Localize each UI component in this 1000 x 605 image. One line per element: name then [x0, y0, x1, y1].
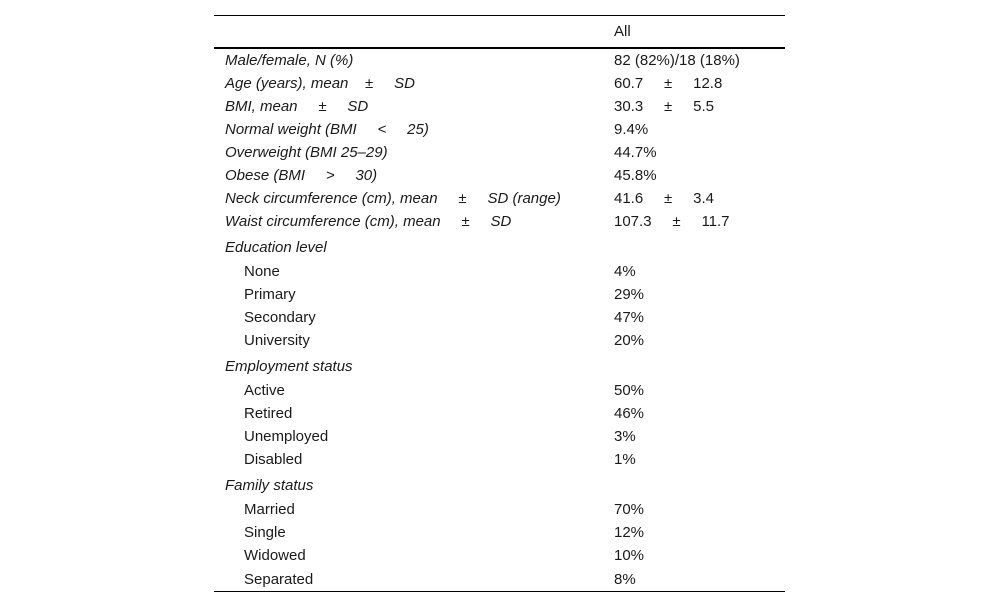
row-label: Unemployed: [244, 428, 329, 445]
table-row: [214, 567, 785, 592]
row-value: 107.3 ± 11.7: [614, 213, 730, 230]
table-row: [214, 379, 785, 402]
row-label: Overweight (BMI 25–29): [225, 144, 388, 161]
row-value: 10%: [614, 547, 645, 564]
row-value: 41.6 ± 3.4: [614, 190, 714, 207]
table-row: [214, 260, 785, 283]
row-value: 47%: [614, 309, 645, 326]
section-heading: Employment status: [225, 358, 353, 375]
row-label: Retired: [244, 405, 293, 422]
table-header: [214, 16, 785, 49]
table-row: [214, 95, 785, 118]
row-label: Separated: [214, 567, 609, 592]
row-value: 9.4%: [614, 121, 649, 138]
row-value: 8%: [609, 567, 785, 592]
table-section-row: [214, 233, 785, 260]
table-row: [214, 448, 785, 471]
demographics-table: [214, 15, 785, 592]
table-header-row: [214, 16, 785, 49]
table-row: [214, 48, 785, 72]
row-label: Active: [244, 382, 285, 399]
row-label: Secondary: [244, 309, 316, 326]
row-label: Widowed: [244, 547, 306, 564]
header-label-cell: [214, 16, 609, 49]
table-row: [214, 544, 785, 567]
table-section-row: [214, 352, 785, 379]
row-label: None: [244, 263, 280, 280]
row-value: 30.3 ± 5.5: [614, 98, 714, 115]
row-label: Primary: [244, 286, 296, 303]
row-label: Disabled: [244, 451, 303, 468]
table-row: [214, 187, 785, 210]
table-row: [214, 141, 785, 164]
row-label: Married: [244, 501, 295, 518]
row-value: 46%: [614, 405, 645, 422]
row-label: Male/female, N (%): [225, 52, 354, 69]
row-value: 20%: [614, 332, 645, 349]
table-row: [214, 164, 785, 187]
table-body: [214, 48, 785, 592]
row-value: 82 (82%)/18 (18%): [614, 52, 740, 69]
row-value: 3%: [614, 428, 636, 445]
row-value: [609, 233, 785, 260]
row-value: 60.7 ± 12.8: [614, 75, 723, 92]
row-value: 50%: [614, 382, 645, 399]
row-label: Waist circumference (cm), mean ± SD: [225, 213, 512, 230]
row-label: Obese (BMI > 30): [225, 167, 378, 184]
row-value: 29%: [614, 286, 645, 303]
row-value: [609, 471, 785, 498]
table-row: [214, 72, 785, 95]
header-all-column: All: [614, 23, 631, 40]
row-value: 12%: [614, 524, 645, 541]
row-label: Neck circumference (cm), mean ± SD (range): [225, 190, 561, 207]
row-value: 44.7%: [614, 144, 657, 161]
row-value: 1%: [614, 451, 636, 468]
demographics-table-container: [214, 15, 785, 592]
row-label: University: [244, 332, 310, 349]
table-row: [214, 283, 785, 306]
table-row: [214, 521, 785, 544]
row-label: Normal weight (BMI < 25): [225, 121, 429, 138]
row-value: [609, 352, 785, 379]
table-section-row: [214, 471, 785, 498]
table-row: [214, 329, 785, 352]
row-label: Single: [244, 524, 286, 541]
row-value: 4%: [614, 263, 636, 280]
row-value: 45.8%: [614, 167, 657, 184]
table-row: [214, 402, 785, 425]
table-row: [214, 210, 785, 233]
section-heading: Family status: [225, 477, 314, 494]
row-label: Age (years), mean ± SD: [225, 75, 415, 92]
table-row: [214, 498, 785, 521]
table-row: [214, 306, 785, 329]
row-value: 70%: [614, 501, 645, 518]
table-row: [214, 118, 785, 141]
row-label: BMI, mean ± SD: [225, 98, 369, 115]
table-row: [214, 425, 785, 448]
section-heading: Education level: [225, 239, 327, 256]
